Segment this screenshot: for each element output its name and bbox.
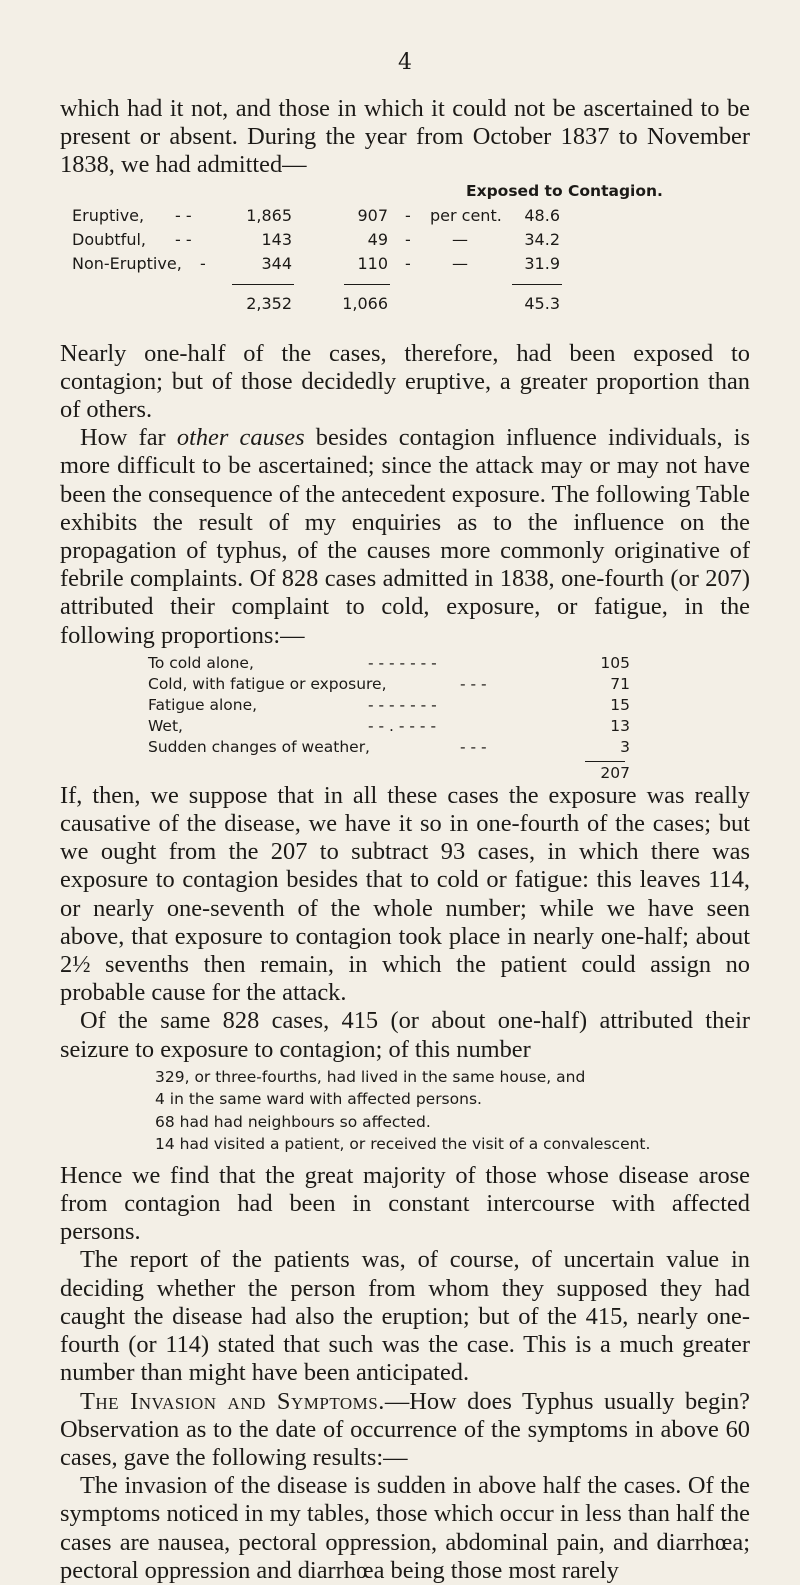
table-totals-row: 2,352 1,066 45.3 bbox=[246, 293, 560, 313]
contagion-table bbox=[60, 180, 750, 340]
total-rule bbox=[585, 761, 625, 762]
table-row: To cold alone, - - - - - - - 105 bbox=[148, 653, 630, 672]
table-row: Non-Eruptive, - 344 110 - — 31.9 bbox=[72, 253, 560, 273]
list-item: 14 had visited a patient, or received the visit of a convalescent. bbox=[155, 1135, 651, 1154]
table-row: Wet, - - . - - - - 13 bbox=[148, 716, 630, 735]
paragraph-4: If, then, we suppose that in all these cases the exposure was really causative of the disease, we have it so in one-fourth of the cases; but we ought from the 207 to subtract 93 cases, in which there was exposure to contagion besides that to cold or fatigue: this leaves 114, or nearly one-seventh of the whole number; while we have seen above, that exposure to contagion took place in nearly one-half; about 2½ sevenths then remain, in which the patient could assign no probable cause for the attack. bbox=[60, 781, 750, 1007]
contagion-source-list bbox=[60, 1066, 750, 1156]
table-row: Cold, with fatigue or exposure, - - - 71 bbox=[148, 674, 630, 693]
paragraph-2: Nearly one-half of the cases, therefore, had been exposed to contagion; but of those decidedly eruptive, a greater proportion than of others. bbox=[60, 339, 750, 424]
total-rule bbox=[232, 284, 294, 285]
causes-table bbox=[60, 650, 750, 782]
table-totals-row: 207 bbox=[600, 763, 630, 782]
table-row: Eruptive, - - 1,865 907 - per cent. 48.6 bbox=[72, 205, 560, 225]
paragraph-9: The invasion of the disease is sudden in above half the cases. Of the symptoms noticed in my tables, those which occur in less than half the cases are nausea, pectoral oppression, abdominal pain, and diarrhœa; pectoral oppression and diarrhœa being those most rarely bbox=[60, 1472, 750, 1584]
paragraph-3: How far other causes besides contagion influence individuals, is more difficult to be ascertained; since the attack may or may not have been the consequence of the antecedent exposure. The following Table exhibits the result of my enquiries as to the influence on the propagation of typhus, of the causes more commonly originative of febrile complaints. Of 828 cases admitted in 1838, one-fourth (or 207) attributed their complaint to cold, exposure, or fatigue, in the following proportions:— bbox=[60, 424, 750, 649]
paragraph-5: Of the same 828 cases, 415 (or about one-half) attributed their seizure to exposure to contagion; of this number bbox=[60, 1007, 750, 1063]
list-item: 4 in the same ward with affected persons. bbox=[155, 1090, 482, 1109]
list-item: 68 had had neighbours so affected. bbox=[155, 1112, 431, 1131]
paragraph-1: which had it not, and those in which it could not be ascertained to be present or absent. During the year from October 1837 to November 1838, we had admitted— bbox=[60, 95, 750, 179]
section-heading: The Invasion and Symptoms. bbox=[80, 1387, 385, 1415]
paragraph-6: Hence we find that the great majority of those whose disease arose from contagion had been in constant intercourse with affected persons. bbox=[60, 1161, 750, 1246]
paragraph-8: The Invasion and Symptoms.—How does Typhus usually begin? Observation as to the date of occurrence of the symptoms in above 60 cases, gave the following results:— bbox=[60, 1387, 750, 1471]
page-number: 4 bbox=[398, 50, 412, 75]
list-item: 329, or three-fourths, had lived in the same house, and bbox=[155, 1067, 586, 1086]
table-row: Sudden changes of weather, - - - 3 bbox=[148, 737, 630, 756]
total-rule bbox=[512, 284, 562, 285]
table-row: Doubtful, - - 143 49 - — 34.2 bbox=[72, 229, 560, 249]
paragraph-7: The report of the patients was, of course, of uncertain value in deciding whether the person from whom they supposed they had caught the disease had also the eruption; but of the 415, nearly one-fourth (or 114) stated that such was the case. This is a much greater number than might have been anticipated. bbox=[60, 1246, 750, 1387]
page-body bbox=[60, 95, 750, 1585]
total-rule bbox=[344, 284, 390, 285]
contagion-table-header: Exposed to Contagion. bbox=[466, 181, 663, 200]
table-row: Fatigue alone, - - - - - - - 15 bbox=[148, 695, 630, 714]
